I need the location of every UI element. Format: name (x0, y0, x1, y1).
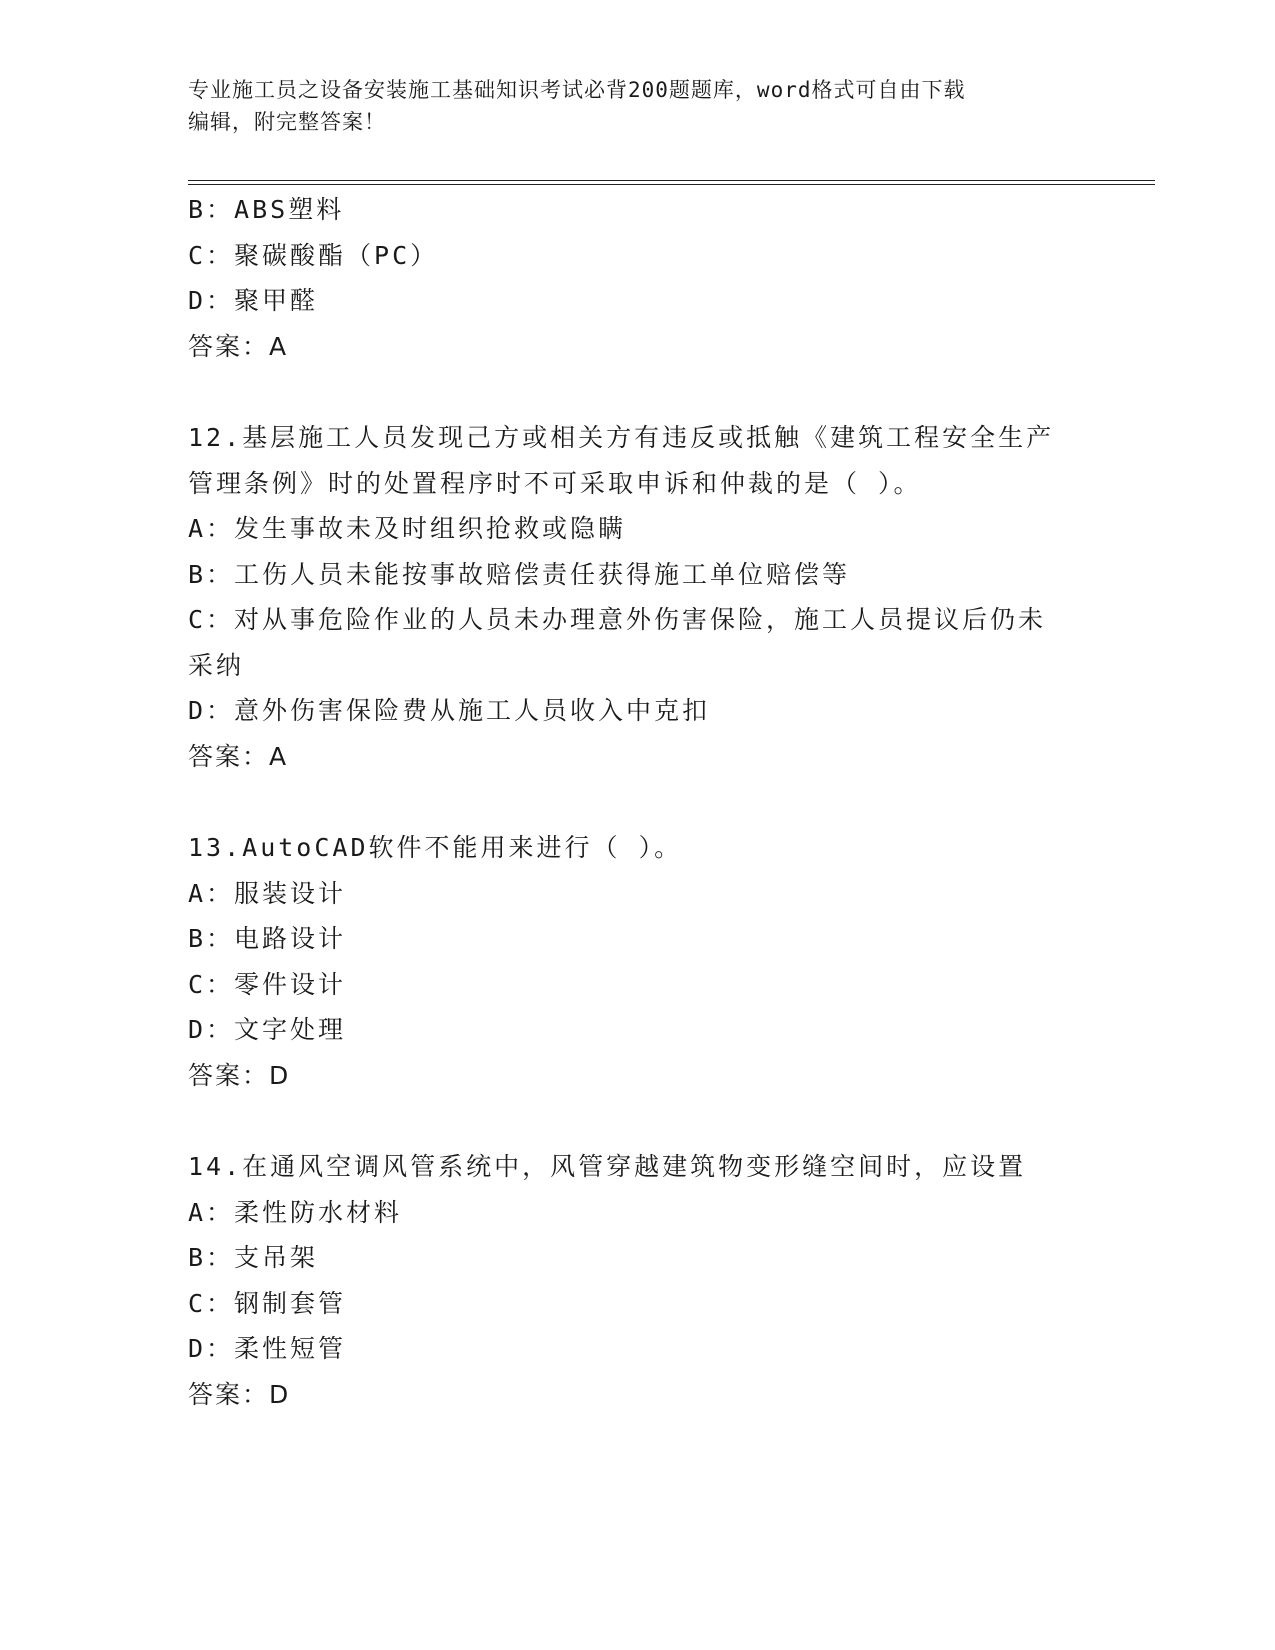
option-a: A：发生事故未及时组织抢救或隐瞒 (188, 514, 627, 543)
option-c: C：聚碳酸酯（PC） (188, 240, 439, 270)
option-b: B：电路设计 (188, 924, 347, 953)
question-12 (188, 415, 1148, 779)
question-list (188, 187, 1148, 1417)
option-c: C：对从事危险作业的人员未办理意外伤害保险，施工人员提议后仍未 (188, 605, 1047, 634)
question-14 (188, 1144, 1148, 1417)
question-13 (188, 825, 1148, 1098)
option-d: D：聚甲醛 (188, 286, 319, 315)
option-a: A：柔性防水材料 (188, 1197, 403, 1227)
answer-line: 答案：A (188, 331, 289, 361)
answer-line: 答案：D (188, 1379, 291, 1409)
option-c-continued: 采纳 (188, 650, 245, 680)
question-stem: 12.基层施工人员发现己方或相关方有违反或抵触《建筑工程安全生产 (188, 423, 1055, 452)
document-header (188, 74, 1088, 138)
answer-line: 答案：D (188, 1060, 291, 1090)
option-d: D：文字处理 (188, 1015, 347, 1044)
option-c: C：钢制套管 (188, 1288, 347, 1318)
header-divider (188, 180, 1155, 185)
header-line-1: 专业施工员之设备安装施工基础知识考试必背200题题库，word格式可自由下载 (188, 78, 966, 102)
answer-line: 答案：A (188, 741, 289, 771)
question-stem: 13.AutoCAD软件不能用来进行（ ）。 (188, 833, 683, 862)
question-stem: 管理条例》时的处置程序时不可采取申诉和仲裁的是（ ）。 (188, 468, 922, 498)
option-a: A：服装设计 (188, 878, 347, 908)
option-b: B：工伤人员未能按事故赔偿责任获得施工单位赔偿等 (188, 559, 851, 589)
question-stem: 14.在通风空调风管系统中，风管穿越建筑物变形缝空间时，应设置 (188, 1152, 1027, 1181)
question-spacer (188, 779, 1148, 825)
question-spacer (188, 369, 1148, 415)
option-d: D：柔性短管 (188, 1334, 347, 1363)
partial-question (188, 187, 1148, 369)
option-c: C：零件设计 (188, 969, 347, 999)
question-spacer (188, 1098, 1148, 1144)
option-d: D：意外伤害保险费从施工人员收入中克扣 (188, 696, 711, 725)
option-b: B：支吊架 (188, 1243, 319, 1272)
option-b: B：ABS塑料 (188, 195, 345, 224)
header-line-2: 编辑，附完整答案！ (188, 110, 386, 134)
